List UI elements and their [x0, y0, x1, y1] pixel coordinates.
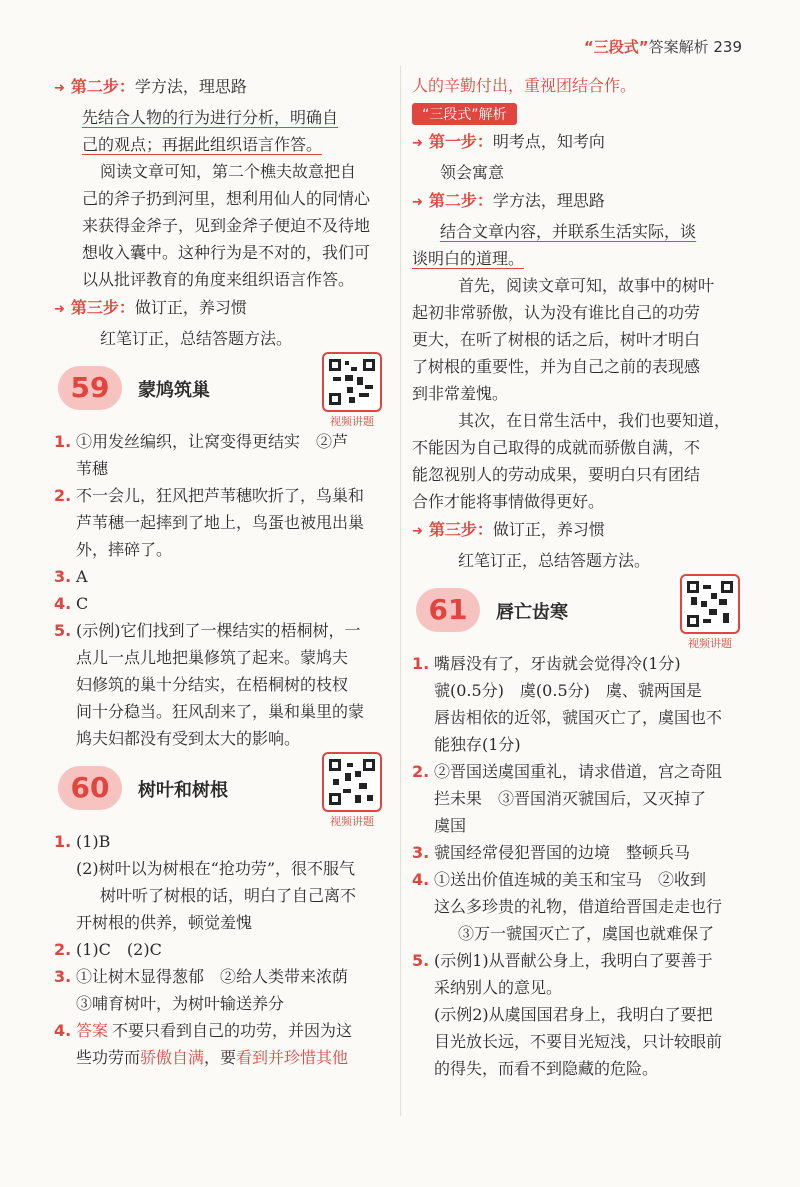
- qr-icon: [329, 359, 375, 405]
- step2-heading: [54, 72, 390, 104]
- analysis-line: 阅读文章可知，第二个樵夫故意把自: [100, 162, 357, 181]
- section-title: 树叶和树根: [138, 780, 228, 801]
- answer-61-5-cont: (示例2)从虞国国君身上，我明白了要把: [434, 1005, 713, 1024]
- step2-text: 学方法，理思路: [134, 77, 247, 96]
- left-column: [54, 72, 390, 1071]
- step-arrow-icon: ➜: [54, 302, 65, 317]
- method-line: 结合文章内容，并联系生活实际，谈: [440, 222, 697, 241]
- analysis-line: 来获得金斧子，见到金斧子便迫不及待地: [82, 216, 371, 235]
- answer-61-2: 2. ②晋国送虞国重礼，请求借道，宫之奇阻: [412, 762, 723, 781]
- answer-61-5: 5. (示例1)从晋献公身上，我明白了要善于: [412, 951, 713, 970]
- paragraph-line: 能忽视别人的劳动成果，要明白只有团结: [412, 465, 701, 484]
- answer-59-5-cont: 妇修筑的巢十分结实，在梧桐树的枝杈: [76, 675, 349, 694]
- section-59-header: [54, 352, 390, 428]
- paragraph-line: 了树根的重要性，并为自己之前的表现感: [412, 357, 701, 376]
- answer-61-2-cont: 拦未果 ③晋国消灭虢国后，又灭掉了: [434, 789, 707, 808]
- answer-61-1: 1. 嘴唇没有了，牙齿就会觉得冷(1分): [412, 654, 681, 673]
- section-number-badge: 61: [416, 588, 480, 632]
- analysis-line: 以从批评教育的角度来组织语言作答。: [82, 270, 355, 289]
- answer-60-1: 1. (1)B: [54, 832, 111, 851]
- answer-60-3-cont: ③哺育树叶，为树叶输送养分: [76, 994, 285, 1013]
- qr-caption: 视频讲题: [330, 815, 374, 828]
- answer-59-5-cont: 鸠夫妇都没有受到太大的影响。: [76, 729, 301, 748]
- analysis-line: 想收入囊中。这种行为是不对的，我们可: [82, 243, 371, 262]
- step-arrow-icon: ➜: [412, 136, 423, 151]
- answer-61-4-cont: 这么多珍贵的礼物，借道给晋国走走也行: [434, 897, 723, 916]
- answer-61-1-cont: 能独存(1分): [434, 735, 521, 754]
- paragraph-line: 合作才能将事情做得更好。: [412, 492, 605, 511]
- header-title: 答案解析: [648, 38, 709, 56]
- method-line: 谈明白的道理。: [412, 249, 525, 268]
- answer-61-1-cont: 唇齿相依的近邻，虢国灭亡了，虞国也不: [434, 708, 723, 727]
- answer-59-2-cont: 芦苇穗一起摔到了地上，鸟蛋也被甩出巢: [76, 513, 365, 532]
- qr-caption: 视频讲题: [330, 415, 374, 428]
- header-quote-label: “三段式”: [583, 38, 649, 56]
- step1-line: 领会寓意: [440, 163, 505, 182]
- answer-60-4: 4. 答案 不要只看到自己的功劳，并因为这: [54, 1021, 353, 1040]
- answer-61-3: 3. 虢国经常侵犯晋国的边境 整顿兵马: [412, 843, 691, 862]
- section-60-header: [54, 752, 390, 828]
- step-arrow-icon: ➜: [412, 524, 423, 539]
- answer-60-3: 3. ①让树木显得葱郁 ②给人类带来浓荫: [54, 967, 349, 986]
- step1-heading: ➜ 第一步：明考点，知考向: [412, 132, 605, 151]
- step3-line: 红笔订正，总结答题方法。: [458, 551, 651, 570]
- right-column: [412, 72, 748, 1082]
- paragraph-line: 不能因为自己取得的成就而骄傲自满，不: [412, 438, 701, 457]
- step2-label: 第二步：: [70, 77, 135, 96]
- answer-59-5-cont: 间十分稳当。狂风刮来了，巢和巢里的蒙: [76, 702, 365, 721]
- page-number: 239: [713, 38, 742, 56]
- continued-line: 人的辛勤付出，重视团结合作。: [412, 76, 637, 95]
- answer-59-1-cont: 苇穗: [76, 459, 109, 478]
- answer-60-1-cont: 开树根的供养，顿觉羞愧: [76, 913, 253, 932]
- column-divider: [400, 66, 401, 1116]
- three-step-tag: “三段式”解析: [412, 103, 517, 125]
- qr-code[interactable]: [322, 352, 382, 429]
- qr-icon: [687, 581, 733, 627]
- paragraph-line: 更大，在听了树根的话之后，树叶才明白: [412, 330, 701, 349]
- answer-61-4: 4. ①送出价值连城的美玉和宝马 ②收到: [412, 870, 707, 889]
- qr-caption: 视频讲题: [688, 637, 732, 650]
- paragraph-line: 到非常羞愧。: [412, 384, 509, 403]
- method-line: 先结合人物的行为进行分析，明确自: [82, 108, 339, 127]
- section-61-header: [412, 574, 748, 650]
- answer-61-5-cont: 目光放长远，不要目光短浅，只计较眼前: [434, 1032, 723, 1051]
- answer-61-5-cont: 的得失，而看不到隐藏的危险。: [434, 1059, 659, 1078]
- qr-icon: [329, 759, 375, 805]
- qr-code[interactable]: [680, 574, 740, 651]
- step3-heading: ➜ 第三步：做订正，养习惯: [54, 298, 247, 317]
- section-title: 唇亡齿寒: [496, 602, 568, 623]
- step3-line: 红笔订正，总结答题方法。: [100, 329, 293, 348]
- section-number-badge: 60: [58, 766, 122, 810]
- answer-59-3: 3. A: [54, 567, 88, 586]
- analysis-line: 己的斧子扔到河里，想利用仙人的同情心: [82, 189, 371, 208]
- answer-61-2-cont: 虞国: [434, 816, 467, 835]
- method-line: 己的观点；再据此组织语言作答。: [82, 135, 323, 154]
- answer-59-5-cont: 点儿一点儿地把巢修筑了起来。蒙鸠夫: [76, 648, 349, 667]
- answer-60-2: 2. (1)C (2)C: [54, 940, 162, 959]
- step-arrow-icon: ➜: [54, 81, 65, 96]
- paragraph-line: 其次，在日常生活中，我们也要知道，: [458, 411, 731, 430]
- answer-61-1-cont: 虢(0.5分) 虞(0.5分) 虞、虢两国是: [434, 681, 702, 700]
- page-header: [584, 36, 742, 57]
- answer-60-1-cont: (2)树叶以为树根在“抢功劳”，很不服气: [76, 859, 356, 878]
- answer-60-4-cont: 些功劳而骄傲自满，要看到并珍惜其他: [76, 1048, 349, 1067]
- answer-59-1: 1. ①用发丝编织，让窝变得更结实 ②芦: [54, 432, 349, 451]
- answer-59-4: 4. C: [54, 594, 89, 613]
- qr-code[interactable]: [322, 752, 382, 829]
- answer-59-2: 2. 不一会儿，狂风把芦苇穗吹折了，鸟巢和: [54, 486, 365, 505]
- answer-59-2-cont: 外，摔碎了。: [76, 540, 173, 559]
- section-number-badge: 59: [58, 366, 122, 410]
- section-title: 蒙鸠筑巢: [138, 380, 210, 401]
- step3-heading: ➜ 第三步：做订正，养习惯: [412, 520, 605, 539]
- step2-heading: ➜ 第二步：学方法，理思路: [412, 191, 605, 210]
- answer-61-5-cont: 采纳别人的意见。: [434, 978, 563, 997]
- paragraph-line: 首先，阅读文章可知，故事中的树叶: [458, 276, 715, 295]
- answer-60-1-cont: 树叶听了树根的话，明白了自己离不: [100, 886, 357, 905]
- answer-61-4-cont: ③万一虢国灭亡了，虞国也就难保了: [458, 924, 715, 943]
- answer-59-5: 5. (示例)它们找到了一棵结实的梧桐树，一: [54, 621, 361, 640]
- step-arrow-icon: ➜: [412, 195, 423, 210]
- paragraph-line: 起初非常骄傲，认为没有谁比自己的功劳: [412, 303, 701, 322]
- answer-tag: 答案: [76, 1021, 109, 1040]
